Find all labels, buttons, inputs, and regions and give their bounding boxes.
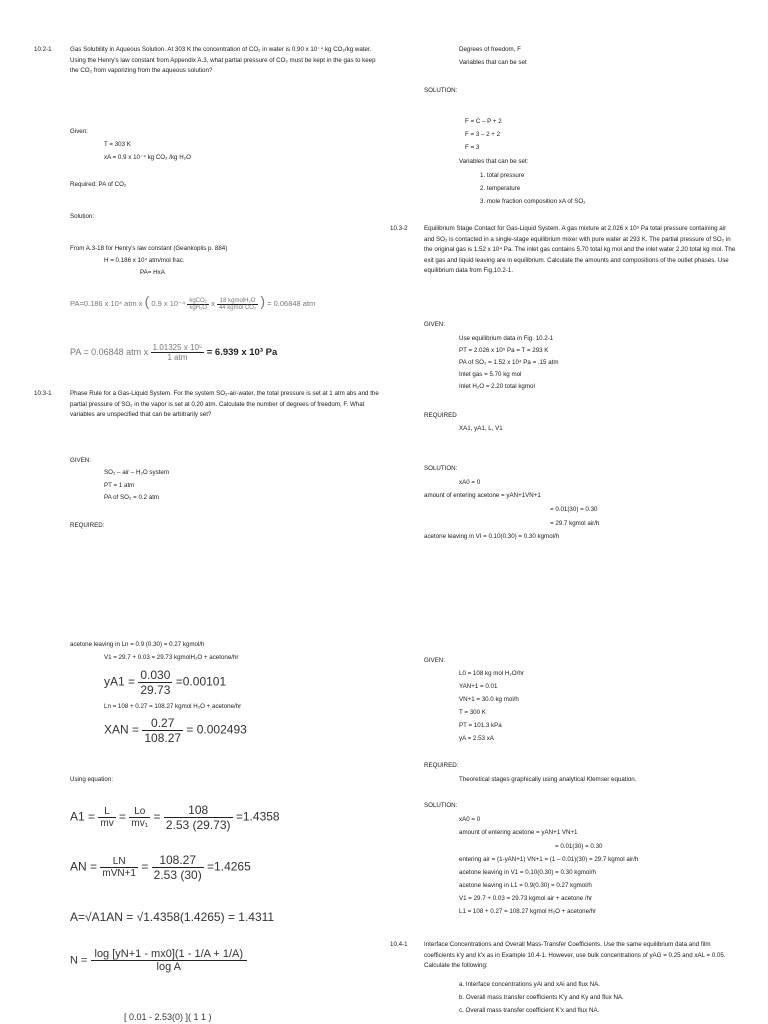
variable-item: 2. temperature (480, 185, 521, 192)
given-label: GIVEN: (424, 321, 445, 328)
solution-label: Solution: (70, 213, 95, 220)
solution-label: SOLUTION: (424, 87, 458, 94)
required-line: Required: PA of CO₂ (70, 181, 127, 188)
solution-step: amount of entering acetone = yAN+1VN+1 (424, 492, 541, 499)
variable-item: 1. total pressure (480, 172, 525, 179)
calc-line: acetone leaving in Ln = 0.9 (0.30) = 0.27 kgmol/h (70, 641, 205, 648)
given-label: GIVEN: (424, 657, 445, 664)
phase-rule: F = C – P + 2 (465, 118, 502, 125)
henry-law: PA= HxA (140, 269, 165, 276)
solution-step: V1 = 29.7 + 0.03 = 29.73 kgmol air + acetone /hr (459, 895, 593, 902)
problem-statement: Gas Solubility in Aqueous Solution. At 303 K the concentration of CO₂ in water is 0.90 x 10⁻⁴ kg CO₂/kg water. Using the Henry's law constant from Appendix A.3, what partial pressure of CO₂ must be kept in the gas to keep the CO₂ from vaporizing from the aqueous solution? (70, 46, 376, 74)
given-system: SO₂ – air – H₂O system (104, 469, 169, 476)
given-total-pressure: PT = 1 atm (104, 482, 135, 489)
calc-line: Ln = 108 + 0.27 = 108.27 kgmol H₂O + acetone/hr (104, 703, 242, 710)
required-label: REQUIRED (424, 412, 457, 419)
using-label: Using equation: (70, 776, 113, 783)
problem-number: 10.3-1 (34, 390, 52, 397)
variables-label: Variables that can be set: (459, 158, 529, 165)
henry-constant: H = 0.186 x 10⁴ atm/mol frac. (104, 257, 185, 264)
given-item: T = 300 K (459, 709, 486, 716)
given-item: PT = 2.026 x 10⁵ Pa = T = 293 K (459, 347, 549, 354)
a1-equation: A1 = $\frac{L}{mv}$ = $\frac{Lo}{\text{mv₁}}$ = $\frac{108}{2.53 (29.73)}$ =1.4358 (70, 803, 280, 832)
required-item: Variables that can be set (459, 59, 527, 66)
phase-rule-substitution: F = 3 – 2 + 2 (465, 131, 501, 138)
required-item: Theoretical stages graphically using analytical Klemser equation. (459, 776, 637, 783)
kremser-substitution: [ 0.01 - 2.53(0) ]( 1 1 ) (124, 1012, 212, 1022)
task-item: c. Overall mass transfer coefficient K'x and flux NA. (459, 1007, 600, 1014)
solution-label: SOLUTION: (424, 465, 458, 472)
given-item: YAN+1 = 0.01 (459, 683, 498, 690)
given-item: yA = 2.53 xA (459, 735, 494, 742)
given-item: L0 = 108 kg mol H₂O/hr (459, 670, 524, 677)
required-item: XA1, yA1, L, V1 (459, 425, 503, 432)
xan-equation: XAN = $\frac{0.27}{108.27}$ = 0.002493 (104, 716, 247, 745)
required-label: REQUIRED: (424, 762, 459, 769)
problem-number: 10.3-2 (390, 225, 408, 232)
task-item: b. Overall mass transfer coefficients K'y and Ky and flux NA. (459, 994, 624, 1001)
given-temperature: T = 303 K (104, 141, 131, 148)
solution-step: amount of entering acetone = yAN+1 VN+1 (459, 829, 578, 836)
given-item: Inlet gas = 5.70 kg mol (459, 371, 522, 378)
solution-step: acetone leaving in V1 = 0.10(0.30) = 0.30 kgmol/h (459, 869, 596, 876)
given-item: Inlet H₂O = 2.20 total kgmol (459, 383, 535, 390)
given-item: PT = 101.3 kPa (459, 722, 502, 729)
solution-step: acetone leaving in VI = 0.10(0.30) = 0.30 kgmol/h (424, 533, 560, 540)
task-item: a. Interface concentrations yAi and xAi and flux NA. (459, 981, 601, 988)
partial-pressure-equation: PA=0.186 x 10⁴ atm x ( 0.9 x 10⁻⁴ $\frac{\text{kgCO₂}}{\text{kgH₂O}}$ x $\frac{\text{18 kgmolH₂O}}{\text{44 kgmol CO₂}}$ ) = 0.06848 atm (70, 293, 316, 311)
pressure-conversion-equation: PA = 0.06848 atm x $\frac{\text{1.01325 x 10⁵}}{\text{1 atm}}$ = 6.939 x 10³ Pa (70, 343, 278, 362)
henry-source: From A.3-18 for Henry's law constant (Geankoplis p. 884) (70, 245, 228, 252)
solution-step: entering air = (1-yAN+1) VN+1 = (1 – 0.01)(30) = 29.7 kgmol air/h (459, 856, 639, 863)
required-label: REQUIRED: (70, 522, 105, 529)
an-equation: AN = $\frac{LN}{\text{mVN+1}}$ = $\frac{108.27}{2.53 (30)}$ =1.4265 (70, 853, 251, 882)
solution-step: = 0.01(30) = 0.30 (555, 843, 603, 850)
ya1-equation: yA1 = $\frac{0.030}{29.73}$ =0.00101 (104, 668, 227, 697)
given-item: PA of SO₂ = 1.52 x 10⁴ Pa = .15 atm (459, 359, 559, 366)
given-item: VN+1 = 30.0 kg mol/h (459, 696, 519, 703)
kremser-equation: N = $\frac{\log [yN+1 - mx0](1 - 1/A + 1/A)}{\text{log A}}$ (70, 948, 247, 973)
problem-statement: Interface Concentrations and Overall Mass-Transfer Coefficients. Use the same equilibrium data and film coefficients k'y and k'x as in Example 10.4-1. However, use bulk concentrations of yAG = 0.25 and xAL = 0.05. Calculate the following: (424, 941, 726, 969)
given-label: Given: (70, 128, 88, 135)
given-partial-pressure: PA of SO₂ = 0.2 atm (104, 494, 160, 501)
solution-step: L1 = 108 + 0.27 = 108.27 kgmol H₂O + acetone/hr (459, 908, 597, 915)
phase-rule-result: F = 3 (465, 144, 480, 151)
problem-statement: Equilibrium Stage Contact for Gas-Liquid System. A gas mixture at 2.026 x 10⁵ Pa total pressure containing air and SO₂ is contacted in a single-stage equilibrium mixer with pure water at 293 K. The partial pressure of SO₂ in the original gas is 1.52 x 10⁴ Pa. The inlet gas contains 5.70 total kg mol and the inlet water 2.20 total kg mol. The exit gas and liquid leaving are in equilibrium. Calculate the amounts and compositions of the outlet phases. Use equilibrium data from Fig.10.2-1. (424, 225, 736, 274)
problem-number: 10.2-1 (34, 46, 52, 53)
solution-step: acetone leaving in L1 = 0.9(0.30) = 0.27 kgmol/h (459, 882, 592, 889)
a-geometric-mean-equation: A=√A1AN = √1.4358(1.4265) = 1.4311 (70, 910, 275, 924)
given-concentration: xA = 0.9 x 10⁻⁴ kg CO₂ /kg H₂O (104, 154, 191, 161)
solution-step: xA0 = 0 (459, 479, 481, 486)
problem-statement: Phase Rule for a Gas-Liquid System. For the system SO₂-air-water, the total pressure is set at 1 atm abs and the partial pressure of SO₂ in the vapor is set at 0.20 atm. Calculate the number of degrees of freedom, F. What variables are unspecified that can be arbitrarily set? (70, 390, 379, 418)
given-label: GIVEN: (70, 457, 91, 464)
solution-step: = 0.01(30) = 0.30 (550, 506, 598, 513)
calc-line: V1 = 29.7 + 0.03 = 29.73 kgmolH₂O + acetone/hr (104, 654, 239, 661)
solution-step: xA0 = 0 (459, 816, 481, 823)
solution-step: = 29.7 kgmol air/h (550, 520, 600, 527)
problem-number: 10.4-1 (390, 941, 408, 948)
solution-label: SOLUTION: (424, 802, 458, 809)
required-item: Degrees of freedom, F (459, 46, 521, 53)
variable-item: 3. mole fraction composition xA of SO₂ (480, 198, 586, 205)
given-item: Use equilibrium data in Fig. 10.2-1 (459, 335, 554, 342)
final-answer: = 6.939 x 10³ Pa (206, 346, 278, 358)
